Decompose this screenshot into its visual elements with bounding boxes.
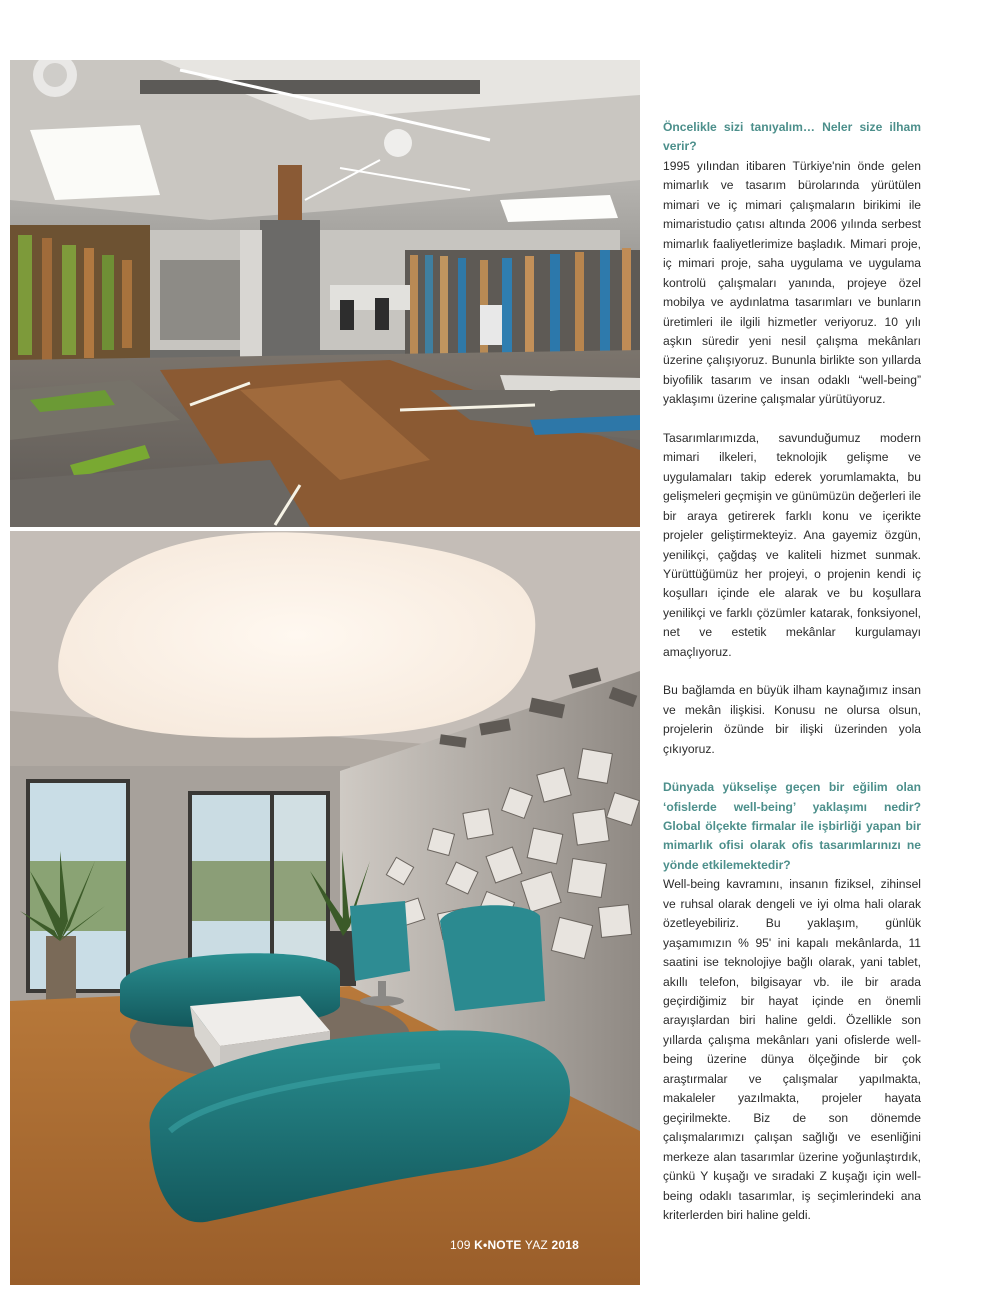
body-paragraph: Bu bağlamda en büyük ilham kaynağımız insan ve mekân ilişkisi. Konusu ne olursa olsun, projelerin özünde bir ilişki üzerinden yola çıkıyoruz. — [663, 683, 921, 756]
page-number: 109 — [450, 1238, 471, 1252]
body-paragraph: Tasarımlarımızda, savunduğumuz modern mimari ilkeleri, teknolojik gelişme ve uygulamaları takip ederek yorumlamakta, bu gelişmeleri geçmişin ve günümüzün değerleri ile bir araya getirerek farklı konu ve içerikte projeler geliştirmekteyiz. Ana gayemiz özgün, yenilikçi, çağdaş ve kaliteli hizmet sunmak. Yürüttüğümüz her projeyi, o projenin kendi iç koşulları içinde ele alarak ve bu koşullara yenilikçi ve farklı çözümler katarak, fonksiyonel, net ve estetik mekânlar kurgulamayı amaçlıyoruz. — [663, 430, 921, 659]
article-column — [663, 118, 921, 1225]
issue-season: YAZ — [524, 1238, 548, 1252]
lounge-interior-photo — [10, 531, 640, 1285]
issue-year: 2018 — [551, 1238, 580, 1252]
office-interior-photo — [10, 60, 640, 527]
question-heading: Dünyada yükselişe geçen bir eğilim olan ‘ofislerde well-being’ yaklaşımı nedir? Global ölçekte firmalar ile işbirliği yapan bir mimarlık ofisi olarak ofis tasarımlarınızı ne yönde etkilemektedir? — [663, 780, 921, 872]
body-paragraph: 1995 yılından itibaren Türkiye'nin önde gelen mimarlık ve tasarım bürolarında yürütülen mimari ve iç mimari çalışmaların birikimi ile mimaristudio çatısı altında 2006 yılında serbest mimarlık faaliyetlerimize başladık. Mimari proje, iç mimari proje, saha uygulama ve uygulama kontrolü çalışmaları yanında, projeye özel mobilya ve aydınlatma tasarımları ve bunların üretimleri ile ilgili hizmetler veriyoruz. 10 yılı aşkın süredir yeni nesil çalışma mekânları üzerine çalışıyoruz. Bununla birlikte son yıllarda biyofilik tasarım ve insan odaklı “well-being” yaklaşımı üzerine çalışmalar yürütüyoruz. — [663, 158, 921, 407]
body-paragraph: Well-being kavramını, insanın fiziksel, zihinsel ve ruhsal olarak dengeli ve iyi olma hali olarak özetleyebiliriz. Bu yaklaşım, günlük yaşamımızın % 95' ini kapalı mekânlarda, 11 saatini ise teknolojiye bağlı olarak, yani tablet, akıllı telefon, bilgisayar vb. ile bir arada geçirdiğimiz bir hayat içinde en önemli arayışlardan biri haline geldi. Özellikle son yıllarda çalışma mekânları yani ofislerde well-being üzerine dünya ölçeğinde bir çok araştırmalar ve çalışmalar yapılmakta, makaleler yazılmakta, projeler hayata geçirilmekte. Biz de son dönemde çalışmalarımızı çalışan sağlığı ve esenliğini merkeze alan tasarımlar üzerine yoğunlaştırdık, çünkü Y kuşağı ve sıradaki Z kuşağı için well-being odaklı tasarımlar, iş seçimlerindeki ana kriterlerden biri haline geldi. — [663, 877, 921, 1223]
magazine-name: K•NOTE — [474, 1238, 522, 1252]
page-folio — [450, 1238, 579, 1252]
question-heading: Öncelikle sizi tanıyalım… Neler size ilham verir? — [663, 120, 921, 154]
